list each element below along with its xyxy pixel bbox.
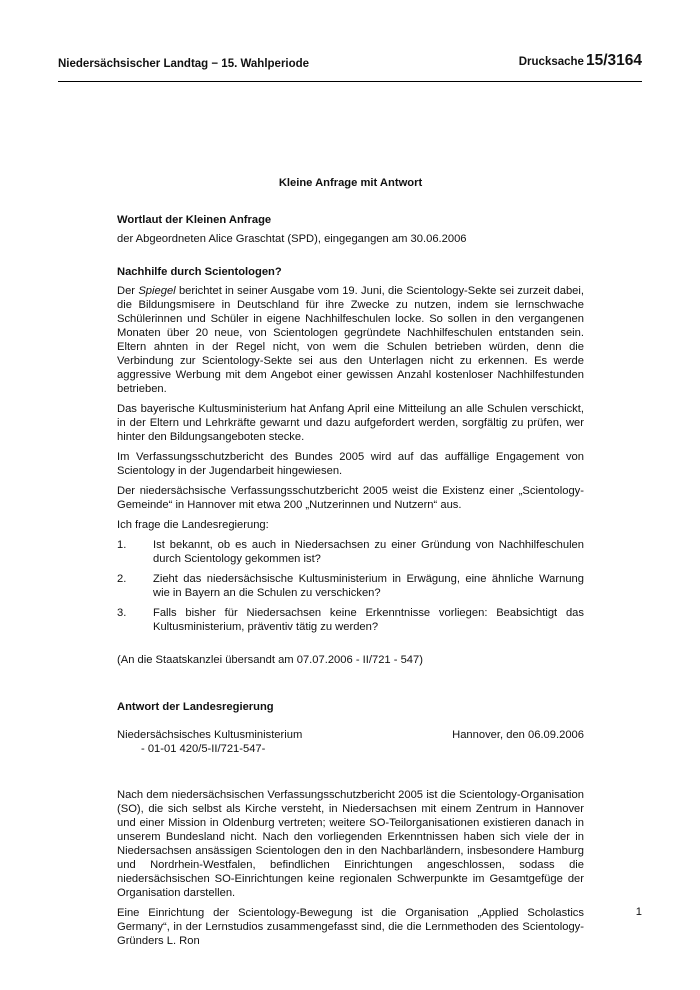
document-body [117, 176, 584, 948]
question-number: 2. [117, 573, 127, 585]
document-label: Drucksache [518, 56, 584, 68]
inquiry-paragraph-2: Das bayerische Kultusministerium hat Anfang April eine Mitteilung an alle Schulen verschickt, in der Eltern und Lehrkräfte gewarnt und dazu aufgefordert werden, sorgfältig zu prüfen, wer hinter den Bildungsangeboten stecke. [117, 403, 584, 443]
inquiry-paragraph-5: Ich frage die Landesregierung: [117, 519, 269, 531]
question-list [117, 538, 584, 634]
header-rule [58, 81, 642, 82]
magazine-name: Spiegel [138, 285, 176, 297]
inquiry-byline: der Abgeordneten Alice Graschtat (SPD), eingegangen am 30.06.2006 [117, 233, 467, 245]
answer-paragraph-1: Nach dem niedersächsischen Verfassungsschutzbericht 2005 ist die Scientology-Organisation (SO), die sich selbst als Kirche versteht, in Niedersachsen mit einem Zentrum in Hannover und einer Mission in Oldenburg vertreten; weitere SO-Teilorganisationen existieren danach in unserem Bundesland nicht. Nach den vorliegenden Erkenntnissen haben sich viele der in Niedersachsen ansässigen Scientologen den in den Nachbarländern, insbesondere Hamburg und Nordrhein-Westfalen, befindlichen Einrichtungen angeschlossen, sodass die niedersächsischen SO-Einrichtungen keine regionalen Schwerpunkte im Gesamtgefüge der Organisation darstellen. [117, 789, 584, 899]
document-title: Kleine Anfrage mit Antwort [278, 177, 423, 189]
forwarded-note: (An die Staatskanzlei übersandt am 07.07.2006 - II/721 - 547) [117, 654, 423, 666]
reference-number: - 01-01 420/5-II/721-547- [141, 743, 266, 755]
inquiry-paragraph-3: Im Verfassungsschutzbericht des Bundes 2005 wird auf das auffällige Engagement von Scientology in der Jugendarbeit hingewiesen. [117, 451, 584, 477]
question-text: Ist bekannt, ob es auch in Niedersachsen zu einer Gründung von Nachhilfeschulen durch Scientology gekommen ist? [153, 539, 584, 565]
inquiry-heading: Wortlaut der Kleinen Anfrage [117, 214, 272, 226]
question-item [117, 538, 584, 566]
inquiry-paragraph-1 [117, 284, 584, 396]
question-text: Zieht das niedersächsische Kultusministerium in Erwägung, eine ähnliche Warnung wie in Bayern an die Schulen zu verschicken? [153, 573, 584, 599]
ministry-name: Niedersächsisches Kultusministerium [117, 729, 303, 741]
place-date: Hannover, den 06.09.2006 [452, 729, 584, 741]
document-number [519, 52, 642, 70]
page-number: 1 [635, 906, 642, 918]
p1-start: Der [117, 285, 139, 297]
question-number: 1. [117, 539, 127, 551]
answer-sender [117, 728, 584, 756]
document-number-value: 15/3164 [585, 52, 642, 69]
answer-heading: Antwort der Landesregierung [117, 701, 274, 713]
question-number: 3. [117, 607, 127, 619]
inquiry-subject: Nachhilfe durch Scientologen? [117, 266, 282, 278]
question-text: Falls bisher für Niedersachsen keine Erkenntnisse vorliegen: Beabsichtigt das Kultusministerium, präventiv tätig zu werden? [153, 607, 584, 633]
question-item [117, 572, 584, 600]
p1-rest: berichtet in seiner Ausgabe vom 19. Juni, die Scientology-Sekte sei zurzeit dabei, die Bildungsmisere in Deutschland für ihre Zwecke zu nutzen, indem sie lernschwache Schülerinnen und Schüler in eigene Nachhilfeschulen locke. So sollen in den vergangenen Monaten über 20 neue, von Scientologen gegründete Nachhilfeschulen entstanden sein. Eltern ahnten in der Regel nicht, von wem die Schulen betrieben würden, denn die Verbindung zur Scientology-Sekte sei aus den Unterlagen nicht zu erkennen. Es werde aggressive Werbung mit dem Angebot einer gewissen Anzahl kostenloser Nachhilfestunden betrieben. [117, 285, 584, 395]
answer-paragraph-2: Eine Einrichtung der Scientology-Bewegung ist die Organisation „Applied Scholastics Germany“, in der Lernstudios zusammengefasst sind, die die Lernmethoden des Scientology-Gründers L. Ron [117, 907, 584, 947]
page-header [58, 52, 642, 82]
inquiry-paragraph-4: Der niedersächsische Verfassungsschutzbericht 2005 weist die Existenz einer „Scientology-Gemeinde“ in Hannover mit etwa 200 „Nutzerinnen und Nutzern“ aus. [117, 485, 584, 511]
parliament-title: Niedersächsischer Landtag − 15. Wahlperiode [58, 58, 310, 70]
question-item [117, 606, 584, 634]
